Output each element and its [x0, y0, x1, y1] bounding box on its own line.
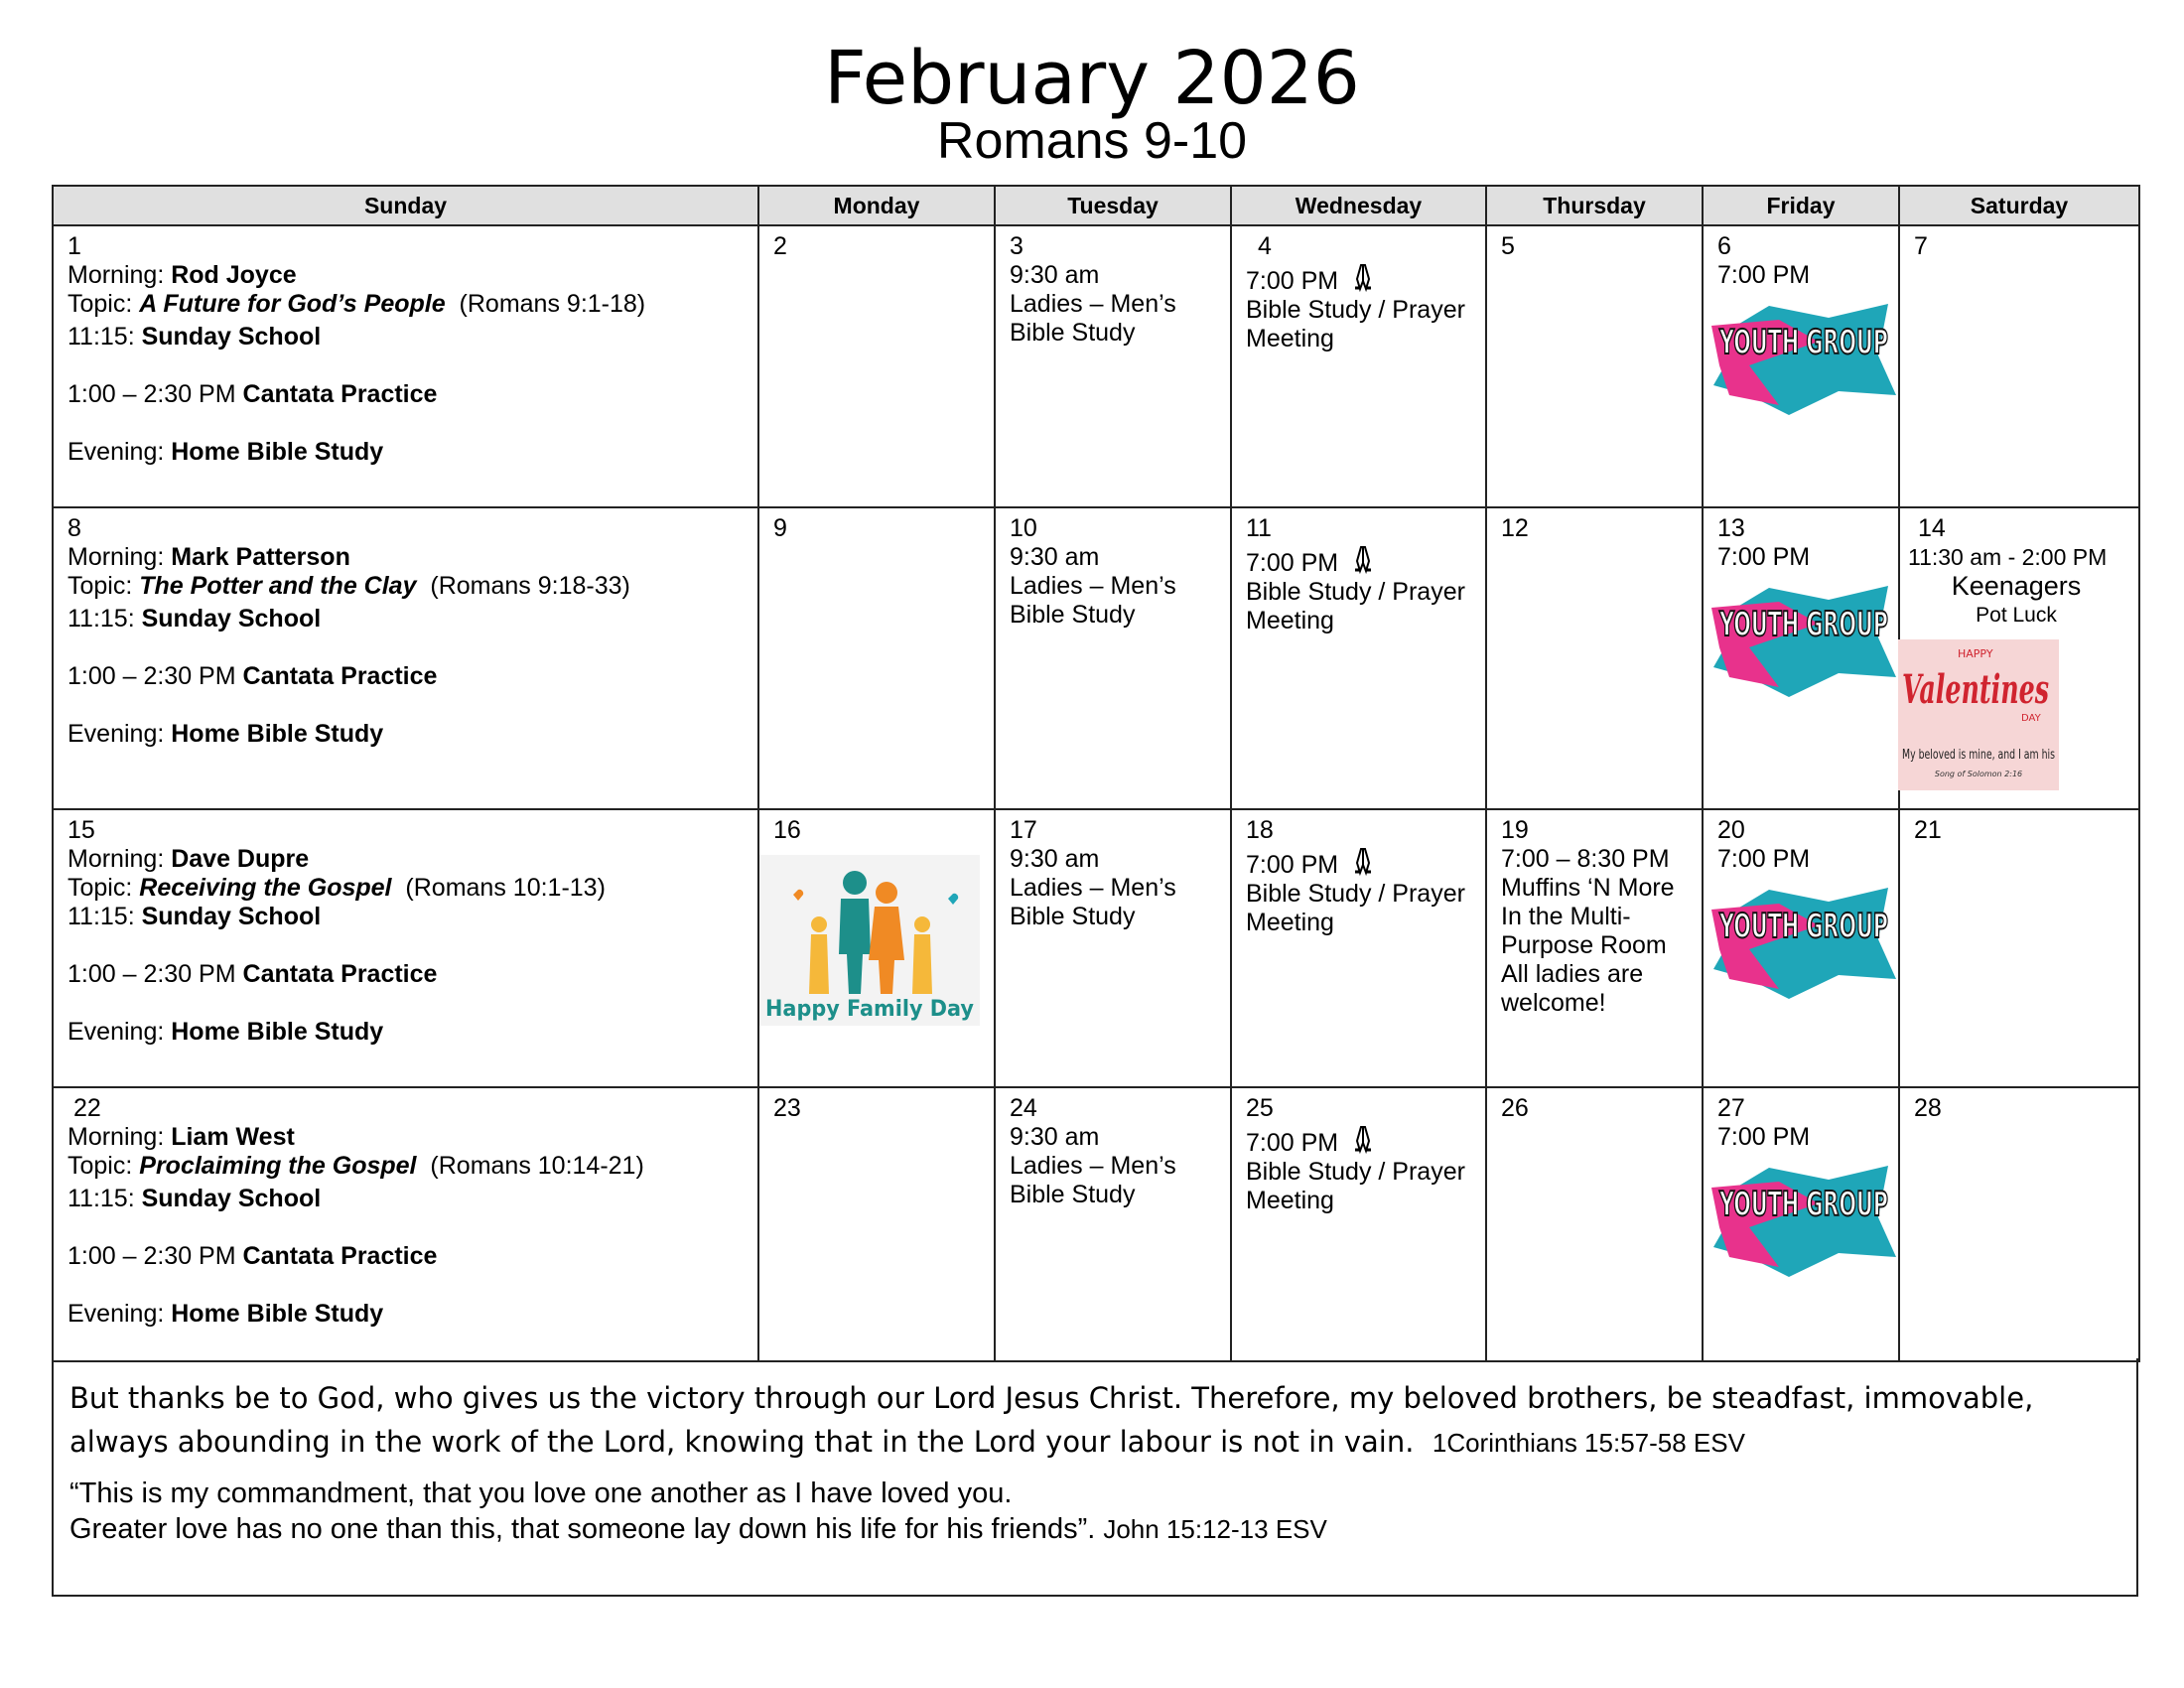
date-number: 18 [1246, 816, 1274, 844]
day-cell-friday [1703, 507, 1899, 809]
calendar-subtitle: Romans 9-10 [936, 112, 1248, 170]
youth-group-logo [1709, 1158, 1898, 1281]
date-number: 16 [773, 816, 801, 844]
topic-label: Topic: [68, 874, 133, 902]
day-cell-tuesday [995, 225, 1231, 507]
date-number: 27 [1717, 1094, 1745, 1122]
svg-text:Happy Family Day: Happy Family Day [765, 997, 974, 1022]
event-title: Bible Study [1010, 1181, 1136, 1208]
date-number: 19 [1501, 816, 1529, 844]
speaker-name: Liam West [171, 1123, 295, 1151]
svg-text:HAPPY: HAPPY [1958, 647, 1993, 660]
sermon-topic: Proclaiming the Gospel [139, 1152, 417, 1180]
svg-text:YOUTH GROUP: YOUTH GROUP [1718, 323, 1888, 362]
event-time: 9:30 am [1010, 261, 1100, 289]
date-number: 25 [1246, 1094, 1274, 1122]
verse-text: But thanks be to God, who gives us the victory through our Lord Jesus Christ. Therefore, my beloved brothers, be steadfast, immovable, always abounding in the work of the Lord, knowing that in the Lord your labour is not in vain. [69, 1381, 2034, 1459]
morning-label: Morning: [68, 1123, 165, 1151]
day-cell-tuesday [995, 809, 1231, 1087]
sermon-topic: Receiving the Gospel [139, 874, 392, 902]
event-title: Ladies – Men’s [1010, 290, 1176, 318]
sermon-topic: A Future for God’s People [139, 290, 446, 318]
sunday-school-label: Sunday School [141, 903, 322, 930]
day-cell-thursday [1486, 1087, 1703, 1361]
speaker-name: Rod Joyce [171, 261, 297, 289]
event-time: 7:00 – 8:30 PM [1501, 845, 1670, 873]
youth-group-logo [1709, 578, 1898, 701]
verse-text: “This is my commandment, that you love one another as I have loved you. [69, 1477, 1013, 1509]
week-row [53, 507, 2139, 809]
event-time: 11:30 am - 2:00 PM [1908, 544, 2108, 570]
cantata-label: Cantata Practice [242, 1242, 438, 1270]
event-title: Bible Study [1010, 319, 1136, 347]
evening-label: Evening: [68, 1300, 165, 1328]
event-detail: In the Multi- [1501, 903, 1631, 930]
event-time: 7:00 PM [1246, 267, 1339, 295]
week-row [53, 225, 2139, 507]
event-title: Bible Study / Prayer [1246, 578, 1465, 606]
date-number: 11 [1246, 514, 1272, 542]
event-title: Bible Study / Prayer [1246, 880, 1465, 908]
scripture-ref: (Romans 10:1-13) [405, 874, 606, 902]
date-number: 5 [1501, 232, 1515, 260]
day-cell-saturday [1899, 507, 2139, 809]
date-number: 22 [73, 1094, 101, 1122]
day-cell-sunday [53, 809, 758, 1087]
morning-label: Morning: [68, 543, 165, 571]
home-bible-study-label: Home Bible Study [171, 720, 384, 748]
event-time: 7:00 PM [1717, 261, 1811, 289]
day-cell-wednesday [1231, 1087, 1486, 1361]
day-cell-wednesday [1231, 225, 1486, 507]
svg-text:DAY: DAY [2021, 713, 2041, 724]
date-number: 9 [773, 514, 787, 542]
event-title: Ladies – Men’s [1010, 1152, 1176, 1180]
family-day-image [759, 855, 980, 1026]
cantata-time: 1:00 – 2:30 PM [68, 960, 236, 988]
week-row [53, 1087, 2139, 1361]
day-cell-sunday [53, 225, 758, 507]
verse-reference: John 15:12-13 ESV [1103, 1514, 1327, 1544]
day-cell-monday [758, 809, 995, 1087]
date-number: 13 [1717, 514, 1745, 542]
date-number: 10 [1010, 514, 1037, 542]
scripture-ref: (Romans 9:18-33) [430, 572, 630, 600]
date-number: 4 [1258, 232, 1272, 260]
day-cell-tuesday [995, 507, 1231, 809]
speaker-name: Dave Dupre [171, 845, 310, 873]
cantata-label: Cantata Practice [242, 662, 438, 690]
home-bible-study-label: Home Bible Study [171, 1018, 384, 1046]
evening-label: Evening: [68, 720, 165, 748]
event-title: Meeting [1246, 909, 1334, 936]
valentines-day-image [1898, 639, 2059, 790]
youth-group-logo [1709, 296, 1898, 419]
day-cell-monday [758, 1087, 995, 1361]
sermon-topic: The Potter and the Clay [139, 572, 417, 600]
date-number: 6 [1717, 232, 1731, 260]
svg-text:Song of Solomon 2:16: Song of Solomon 2:16 [1934, 770, 2023, 778]
date-number: 23 [773, 1094, 801, 1122]
day-cell-thursday [1486, 507, 1703, 809]
scripture-ref: (Romans 9:1-18) [459, 290, 646, 318]
svg-text:YOUTH GROUP: YOUTH GROUP [1718, 1185, 1888, 1224]
morning-label: Morning: [68, 261, 165, 289]
event-time: 7:00 PM [1717, 845, 1811, 873]
day-cell-tuesday [995, 1087, 1231, 1361]
topic-label: Topic: [68, 572, 133, 600]
date-number: 1 [68, 232, 81, 260]
weekday-header: Tuesday [995, 186, 1231, 225]
scripture-footer [52, 1358, 2138, 1597]
day-cell-saturday [1899, 225, 2139, 507]
event-time: 9:30 am [1010, 1123, 1100, 1151]
praying-hands-icon [1348, 845, 1378, 875]
date-number: 3 [1010, 232, 1024, 260]
home-bible-study-label: Home Bible Study [171, 1300, 384, 1328]
event-title: Bible Study / Prayer [1246, 296, 1465, 324]
date-number: 24 [1010, 1094, 1037, 1122]
cantata-time: 1:00 – 2:30 PM [68, 1242, 236, 1270]
date-number: 14 [1918, 514, 1946, 542]
home-bible-study-label: Home Bible Study [171, 438, 384, 466]
calendar-grid [52, 185, 2140, 1362]
topic-label: Topic: [68, 290, 133, 318]
day-cell-sunday [53, 507, 758, 809]
sunday-school-time: 11:15: [68, 323, 135, 351]
event-title: Bible Study [1010, 903, 1136, 930]
weekday-header: Saturday [1899, 186, 2139, 225]
event-time: 7:00 PM [1717, 543, 1811, 571]
svg-text:YOUTH GROUP: YOUTH GROUP [1718, 605, 1888, 644]
date-number: 26 [1501, 1094, 1529, 1122]
day-cell-sunday [53, 1087, 758, 1361]
cantata-time: 1:00 – 2:30 PM [68, 380, 236, 408]
weekday-header: Wednesday [1231, 186, 1486, 225]
cantata-label: Cantata Practice [242, 380, 438, 408]
event-time: 9:30 am [1010, 543, 1100, 571]
speaker-name: Mark Patterson [171, 543, 350, 571]
day-cell-friday [1703, 809, 1899, 1087]
event-time: 7:00 PM [1246, 1129, 1339, 1157]
day-cell-friday [1703, 225, 1899, 507]
svg-text:YOUTH GROUP: YOUTH GROUP [1718, 907, 1888, 946]
sunday-school-time: 11:15: [68, 903, 135, 930]
cantata-label: Cantata Practice [242, 960, 438, 988]
verse-john [69, 1476, 2124, 1547]
sunday-school-label: Sunday School [141, 323, 322, 351]
evening-label: Evening: [68, 1018, 165, 1046]
week-row [53, 809, 2139, 1087]
event-title: Bible Study [1010, 601, 1136, 629]
day-cell-thursday [1486, 809, 1703, 1087]
weekday-header: Sunday [53, 186, 758, 225]
date-number: 7 [1914, 232, 1928, 260]
weekday-header: Friday [1703, 186, 1899, 225]
youth-group-logo [1709, 880, 1898, 1003]
day-cell-wednesday [1231, 507, 1486, 809]
day-cell-saturday [1899, 1087, 2139, 1361]
day-cell-monday [758, 507, 995, 809]
event-title: Ladies – Men’s [1010, 874, 1176, 902]
date-number: 17 [1010, 816, 1037, 844]
svg-text:My beloved is mine, and I am h: My beloved is mine, and I am his [1902, 748, 2056, 763]
weekday-header: Thursday [1486, 186, 1703, 225]
sunday-school-label: Sunday School [141, 605, 322, 633]
event-detail: welcome! [1501, 989, 1606, 1017]
calendar-title: February 2026 [824, 36, 1360, 121]
verse-text: Greater love has no one than this, that someone lay down his life for his friends”. [69, 1513, 1096, 1545]
event-title: Meeting [1246, 325, 1334, 352]
event-title: Meeting [1246, 607, 1334, 634]
event-time: 9:30 am [1010, 845, 1100, 873]
event-detail: All ladies are [1501, 960, 1644, 988]
day-cell-thursday [1486, 225, 1703, 507]
event-detail: Purpose Room [1501, 931, 1667, 959]
day-cell-wednesday [1231, 809, 1486, 1087]
date-number: 20 [1717, 816, 1745, 844]
event-title: Ladies – Men’s [1010, 572, 1176, 600]
date-number: 8 [68, 514, 81, 542]
date-number: 2 [773, 232, 787, 260]
morning-label: Morning: [68, 845, 165, 873]
event-time: 7:00 PM [1717, 1123, 1811, 1151]
pot-luck-label: Pot Luck [1976, 604, 2057, 627]
date-number: 28 [1914, 1094, 1942, 1122]
verse-corinthians [69, 1376, 2124, 1465]
praying-hands-icon [1348, 261, 1378, 291]
event-title: Muffins ‘N More [1501, 874, 1675, 902]
day-cell-friday [1703, 1087, 1899, 1361]
weekday-header-row [53, 186, 2139, 225]
sunday-school-label: Sunday School [141, 1185, 322, 1212]
svg-text:Valentines: Valentines [1902, 666, 2049, 713]
event-title: Meeting [1246, 1187, 1334, 1214]
day-cell-saturday [1899, 809, 2139, 1087]
event-title: Bible Study / Prayer [1246, 1158, 1465, 1186]
sunday-school-time: 11:15: [68, 1185, 135, 1212]
keenagers-label: Keenagers [1951, 571, 2082, 601]
date-number: 12 [1501, 514, 1529, 542]
cantata-time: 1:00 – 2:30 PM [68, 662, 236, 690]
evening-label: Evening: [68, 438, 165, 466]
event-time: 7:00 PM [1246, 549, 1339, 577]
event-time: 7:00 PM [1246, 851, 1339, 879]
day-cell-monday [758, 225, 995, 507]
date-number: 21 [1914, 816, 1942, 844]
praying-hands-icon [1348, 1123, 1378, 1153]
topic-label: Topic: [68, 1152, 133, 1180]
weekday-header: Monday [758, 186, 995, 225]
date-number: 15 [68, 816, 95, 844]
praying-hands-icon [1348, 543, 1378, 573]
sunday-school-time: 11:15: [68, 605, 135, 633]
scripture-ref: (Romans 10:14-21) [430, 1152, 644, 1180]
verse-reference: 1Corinthians 15:57-58 ESV [1432, 1428, 1745, 1458]
